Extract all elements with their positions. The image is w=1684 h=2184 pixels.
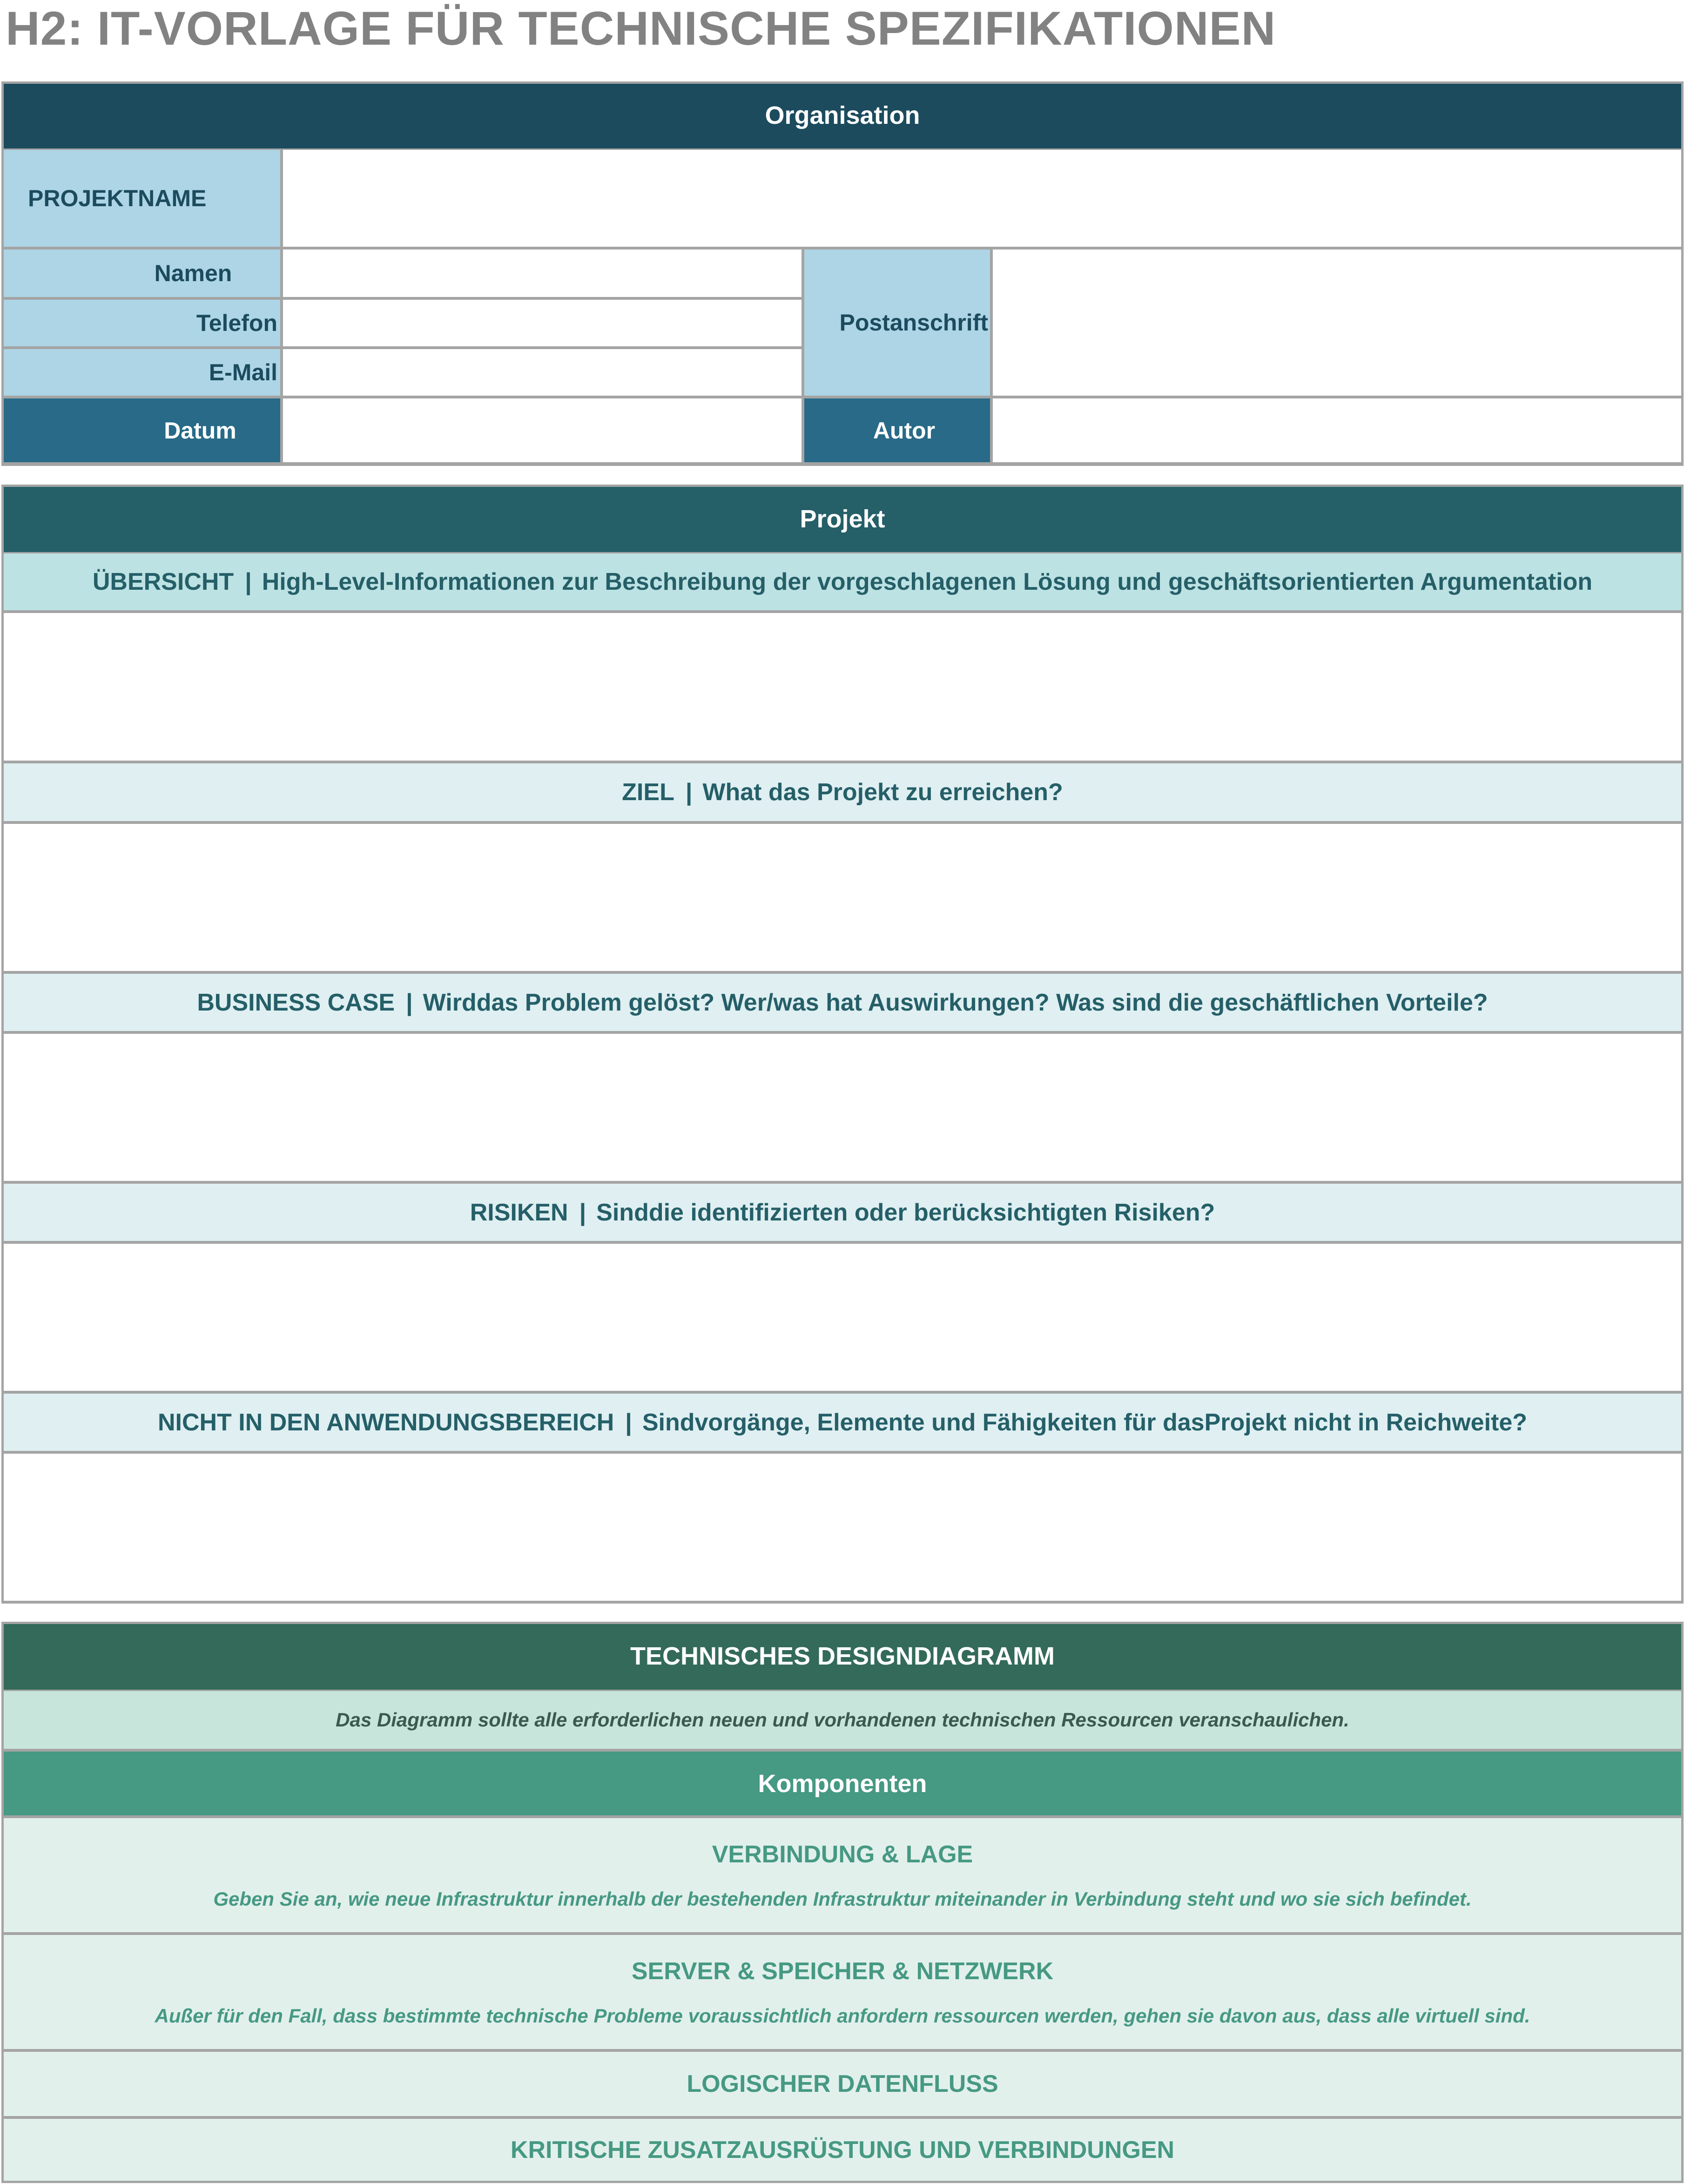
business-case-field[interactable] (2, 1032, 1683, 1182)
risks-key: RISIKEN (470, 1199, 568, 1226)
telefon-label: Telefon (2, 298, 282, 348)
overview-separator: | (245, 568, 252, 595)
overview-question: High-Level-Informationen zur Beschreibung der vorgeschlagenen Lösung und geschäftsorientierten Argumentation (262, 568, 1593, 595)
component-title: VERBINDUNG & LAGE (712, 1840, 973, 1868)
namen-label: Namen (2, 248, 282, 298)
organisation-header: Organisation (2, 82, 1683, 148)
component-description: Geben Sie an, wie neue Infrastruktur innerhalb der bestehenden Infrastruktur miteinander in Verbindung steht und wo sie sich befindet. (213, 1887, 1472, 1910)
risks-field[interactable] (2, 1242, 1683, 1392)
component-critical-equipment[interactable] (2, 2117, 1683, 2183)
risks-heading (2, 1182, 1683, 1242)
components-header: Komponenten (2, 1750, 1683, 1817)
technical-note: Das Diagramm sollte alle erforderlichen neuen und vorhandenen technischen Ressourcen veranschaulichen. (2, 1690, 1683, 1750)
email-label: E-Mail (2, 348, 282, 397)
out-of-scope-question: Sindvorgänge, Elemente und Fähigkeiten für dasProjekt nicht in Reichweite? (642, 1409, 1528, 1436)
email-field[interactable] (282, 348, 803, 397)
page-title: H2: IT-VORLAGE FÜR TECHNISCHE SPEZIFIKATIONEN (6, 2, 1276, 55)
component-title: LOGISCHER DATENFLUSS (687, 2070, 998, 2097)
namen-field[interactable] (282, 248, 803, 298)
component-connection-location[interactable] (2, 1817, 1683, 1934)
business-case-key: BUSINESS CASE (197, 989, 395, 1016)
component-description: Außer für den Fall, dass bestimmte technische Probleme voraussichtlich anfordern ressourcen werden, gehen sie davon aus, dass alle virtuell sind. (155, 2004, 1530, 2027)
business-case-question: Wirddas Problem gelöst? Wer/was hat Auswirkungen? Was sind die geschäftlichen Vorteile? (423, 989, 1488, 1016)
out-of-scope-separator: | (625, 1409, 632, 1436)
overview-field[interactable] (2, 612, 1683, 762)
technical-header: TECHNISCHES DESIGNDIAGRAMM (2, 1623, 1683, 1690)
autor-field[interactable] (991, 397, 1683, 464)
postanschrift-label: Postanschrift (803, 248, 991, 397)
component-title: SERVER & SPEICHER & NETZWERK (631, 1957, 1054, 1985)
business-case-separator: | (406, 989, 413, 1016)
risks-separator: | (579, 1199, 586, 1226)
autor-label: Autor (803, 397, 991, 464)
goal-key: ZIEL (622, 779, 674, 806)
project-name-label: PROJEKTNAME (2, 148, 282, 248)
overview-key: ÜBERSICHT (92, 568, 234, 595)
project-name-field[interactable] (282, 148, 1683, 248)
out-of-scope-heading (2, 1392, 1683, 1452)
goal-field[interactable] (2, 822, 1683, 972)
datum-field[interactable] (282, 397, 803, 464)
goal-question: What das Projekt zu erreichen? (702, 779, 1063, 806)
out-of-scope-key: NICHT IN DEN ANWENDUNGSBEREICH (157, 1409, 614, 1436)
out-of-scope-field[interactable] (2, 1452, 1683, 1602)
component-title: KRITISCHE ZUSATZAUSRÜSTUNG UND VERBINDUNGEN (510, 2137, 1175, 2164)
business-case-heading (2, 972, 1683, 1032)
postanschrift-field[interactable] (991, 248, 1683, 397)
goal-separator: | (685, 779, 693, 806)
datum-label: Datum (2, 397, 282, 464)
risks-question: Sinddie identifizierten oder berücksichtigten Risiken? (596, 1199, 1215, 1226)
overview-heading (2, 552, 1683, 612)
goal-heading (2, 762, 1683, 822)
component-logical-data-flow[interactable] (2, 2050, 1683, 2117)
telefon-field[interactable] (282, 298, 803, 348)
projekt-header: Projekt (2, 485, 1683, 552)
component-server-storage-network[interactable] (2, 1934, 1683, 2050)
